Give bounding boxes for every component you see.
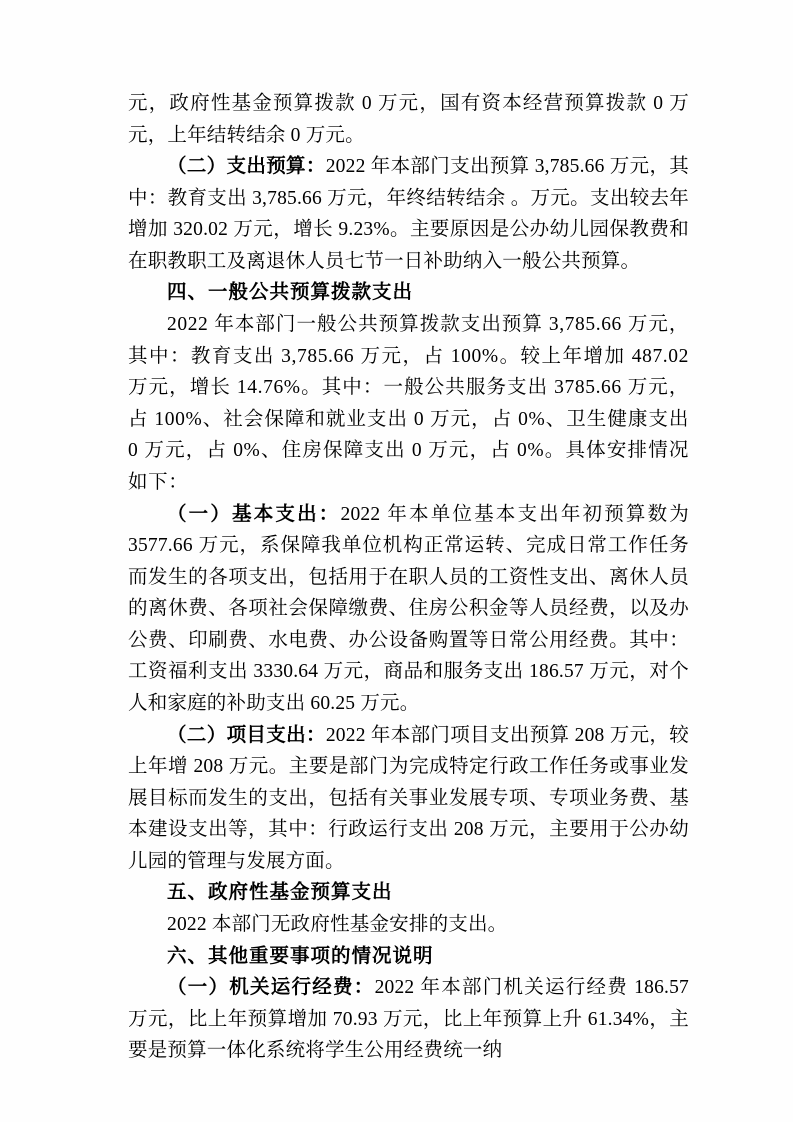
run-head-agency-operating-costs: （一）机关运行经费： [167,977,375,999]
paragraph-continued-revenue: 元，政府性基金预算拨款 0 万元，国有资本经营预算拨款 0 万元，上年结转结余 0 万元。 [128,93,689,146]
paragraph-expenditure-budget [128,151,689,277]
paragraph-agency-operating-costs [128,972,689,1067]
run-head-expenditure-budget: （二）支出预算： [167,156,326,178]
paragraph-project-expenditure [128,720,689,878]
run-head-project-expenditure: （二）项目支出： [167,724,326,746]
paragraph-basic-expenditure [128,499,689,720]
paragraph-government-fund: 2022 本部门无政府性基金安排的支出。 [167,914,508,936]
paragraph-basic-expenditure-text: 2022 年本单位基本支出年初预算数为 3577.66 万元，系保障我单位机构正常运转、完成日常工作任务而发生的各项支出，包括用于在职人员的工资性支出、离休人员的离休费、各项社会保障缴费、住房公积金等人员经费，以及办公费、印刷费、水电费、办公设备购置等日常公用经费。其中：工资福利支出 3330.64 万元，商品和服务支出 186.57 万元，对个人和家庭的补助支出 60.25 万元。 [128,503,689,714]
heading-government-fund-expenditure: 五、政府性基金预算支出 [167,882,393,904]
paragraph-agency-operating-costs-text: 2022 年本部门机关运行经费 186.57 万元，比上年预算增加 70.93 万元，比上年预算上升 61.34%，主要是预算一体化系统将学生公用经费统一纳 [128,977,689,1062]
heading-general-public-budget-expenditure: 四、一般公共预算拨款支出 [167,282,414,304]
heading-other-important-matters: 六、其他重要事项的情况说明 [167,945,434,967]
paragraph-general-public-budget: 2022 年本部门一般公共预算拨款支出预算 3,785.66 万元，其中：教育支出 3,785.66 万元，占 100%。较上年增加 487.02 万元，增长 14.76%。其中：一般公共服务支出 3785.66 万元，占 100%、社会保障和就业支出 0 万元，占 0%、卫生健康支出 0 万元，占 0%、住房保障支出 0 万元，占 0%。具体安排情况如下： [128,314,689,493]
document-body [128,88,689,1067]
paragraph-expenditure-budget-text: 2022 年本部门支出预算 3,785.66 万元，其中：教育支出 3,785.66 万元，年终结转结余 。万元。支出较去年增加 320.02 万元，增长 9.23%。主要原因是公办幼儿园保教费和在职教职工及离退休人员七节一日补助纳入一般公共预算。 [128,156,689,272]
run-head-basic-expenditure: （一）基本支出： [167,503,341,525]
paragraph-project-expenditure-text: 2022 年本部门项目支出预算 208 万元，较上年增 208 万元。主要是部门为完成特定行政工作任务或事业发展目标而发生的支出，包括有关事业发展专项、专项业务费、基本建设支出等，其中：行政运行支出 208 万元，主要用于公办幼儿园的管理与发展方面。 [128,724,689,872]
